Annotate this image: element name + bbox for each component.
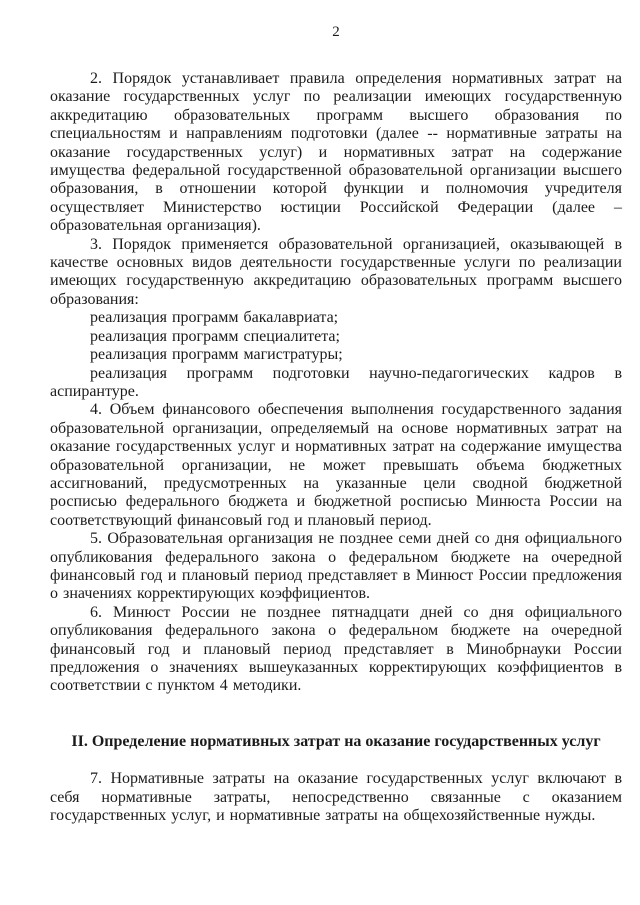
list-item-bachelor-programs: реализация программ бакалавриата; — [90, 309, 339, 327]
paragraph-2: 2. Порядок устанавливает правила определения нормативных затрат на оказание государственных услуг по реализации имеющих государственную аккредитацию образовательных программ высшего образования по специальностям и направлениям подготовки (далее -- нормативные затраты на оказание государственных услуг) и нормативных затрат на содержание имущества федеральной государственной образовательной организации высшего образования, в отношении которой функции и полномочия учредителя осуществляет Министерство юстиции Российской Федерации (далее – образовательная организация). — [50, 70, 622, 235]
list-item-postgraduate-programs: реализация программ подготовки научно-педагогических кадров в аспирантуре. — [50, 364, 622, 400]
page-header — [50, 24, 622, 40]
list-item-specialist-programs: реализация программ специалитета; — [90, 327, 340, 345]
paragraph-3: 3. Порядок применяется образовательной организацией, оказывающей в качестве основных видов деятельности государственные услуги по реализации имеющих государственную аккредитацию образовательных программ высшего образования: — [50, 235, 622, 308]
paragraph-5: 5. Образовательная организация не позднее семи дней со дня официального опубликования федерального закона о федеральном бюджете на очередной финансовый год и плановый период представляет в Минюст России предложения о значениях корректирующих коэффициентов. — [50, 530, 622, 603]
list-item-master-programs: реализация программ магистратуры; — [90, 346, 343, 364]
section-heading: II. Определение нормативных затрат на оказание государственных услуг — [71, 732, 601, 750]
paragraph-6: 6. Минюст России не позднее пятнадцати дней со дня официального опубликования федерального закона о федеральном бюджете на очередной финансовый год и плановый период представляет в Минобрнауки России предложения о значениях вышеуказанных корректирующих коэффициентов в соответствии с пунктом 4 методики. — [50, 603, 622, 695]
document-body — [50, 70, 622, 825]
paragraph-7: 7. Нормативные затраты на оказание государственных услуг включают в себя нормативные затраты, непосредственно связанные с оказанием государственных услуг, и нормативные затраты на общехозяйственные нужды. — [50, 770, 622, 825]
paragraph-4: 4. Объем финансового обеспечения выполнения государственного задания образовательной организации, определяемый на основе нормативных затрат на оказание государственных услуг и нормативных затрат на содержание имущества образовательной организации, не может превышать объема бюджетных ассигнований, предусмотренных на указанные цели сводной бюджетной росписью федерального бюджета и бюджетной росписью Минюста России на соответствующий финансовый год и плановый период. — [50, 401, 622, 529]
page-number: 2 — [332, 24, 340, 40]
